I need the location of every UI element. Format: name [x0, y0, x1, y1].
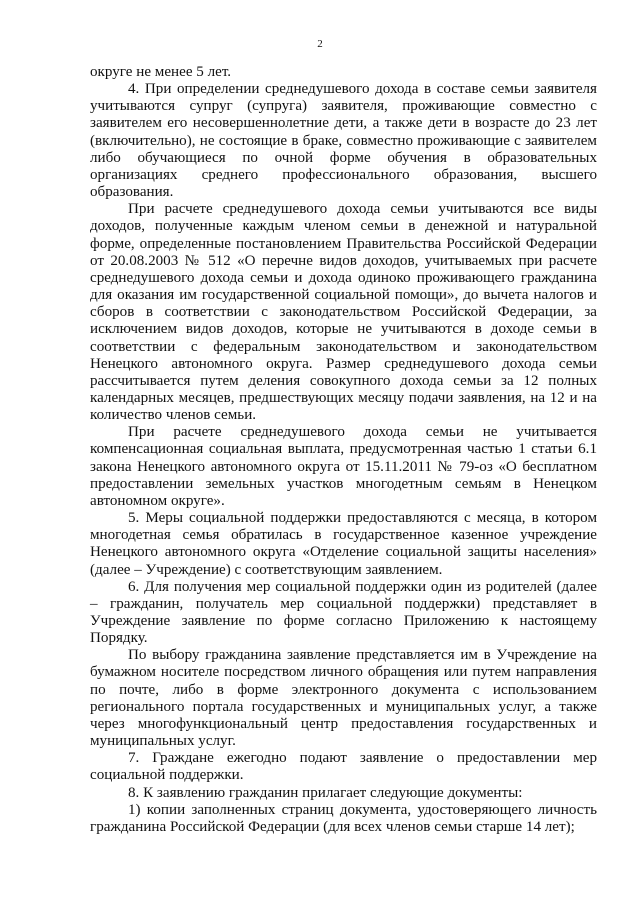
paragraph-income-calculation: При расчете среднедушевого дохода семьи учитываются все виды доходов, полученные каждым членом семьи в денежной и натуральной форме, определенные постановлением Правительства Российской Федерации от 20.08.2003 № 512 «О перечне видов доходов, учитываемых при расчете среднедушевого дохода семьи и дохода одиноко проживающего гражданина для оказания им государственной социальной помощи», до вычета налогов и сборов в соответствии с законодательством Российской Федерации, за исключением видов доходов, которые не учитываются в доходе семьи в соответствии с федеральным законодательством и законодательством Ненецкого автономного округа. Размер среднедушевого дохода семьи рассчитывается путем деления совокупного дохода семьи за 12 полных календарных месяцев, предшествующих месяцу подачи заявления, на 12 и на количество членов семьи. [90, 201, 597, 424]
paragraph-item-4: 4. При определении среднедушевого дохода в составе семьи заявителя учитываются супруг (супруга) заявителя, проживающие совместно с заявителем его несовершеннолетние дети, а также дети в возрасте до 23 лет (включительно), не состоящие в браке, совместно проживающие с заявителем либо обучающиеся по очной форме обучения в образовательных организациях среднего профессионального образования, высшего образования. [90, 81, 597, 201]
paragraph-item-7: 7. Граждане ежегодно подают заявление о предоставлении мер социальной поддержки. [90, 750, 597, 784]
paragraph-submission-methods: По выбору гражданина заявление представляется им в Учреждение на бумажном носителе посредством личного обращения или путем направления по почте, либо в форме электронного документа с использованием регионального портала государственных и муниципальных услуг, а также через многофункциональный центр предоставления государственных и муниципальных услуг. [90, 647, 597, 750]
paragraph-item-6: 6. Для получения мер социальной поддержки один из родителей (далее – гражданин, получатель мер социальной поддержки) представляет в Учреждение заявление по форме согласно Приложению к настоящему Порядку. [90, 578, 597, 647]
paragraph-continuation: округе не менее 5 лет. [90, 64, 232, 80]
page-number: 2 [317, 38, 323, 50]
paragraph-item-5: 5. Меры социальной поддержки предоставляются с месяца, в котором многодетная семья обратилась в государственное казенное учреждение Ненецкого автономного округа «Отделение социальной защиты населения» (далее – Учреждение) с соответствующим заявлением. [90, 510, 597, 578]
paragraph-income-exclusion: При расчете среднедушевого дохода семьи не учитывается компенсационная социальная выплата, предусмотренная частью 1 статьи 6.1 закона Ненецкого автономного округа от 15.11.2011 № 79-оз «О бесплатном предоставлении земельных участков многодетным семьям в Ненецком автономном округе». [90, 424, 597, 509]
paragraph-item-8: 8. К заявлению гражданин прилагает следующие документы: [128, 784, 523, 801]
document-body [90, 64, 597, 836]
paragraph-item-8-1: 1) копии заполненных страниц документа, удостоверяющего личность гражданина Российской Федерации (для всех членов семьи старше 14 лет); [90, 801, 597, 835]
